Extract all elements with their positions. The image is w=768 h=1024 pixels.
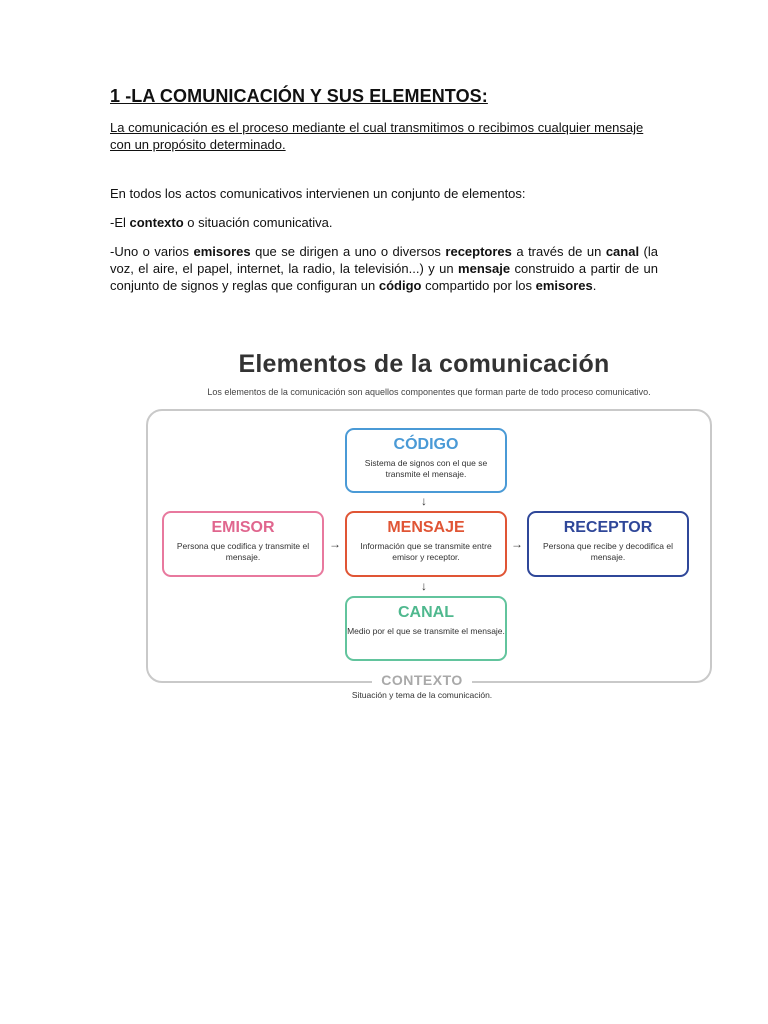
infographic-subtitle: Los elementos de la comunicación son aquellos componentes que forman parte de todo proceso comunicativo.: [207, 387, 651, 397]
receptor-description: Persona que recibe y decodifica el mensaje.: [543, 541, 673, 562]
contexto-description: Situación y tema de la comunicación.: [351, 690, 493, 700]
codigo-box: [345, 428, 507, 493]
mensaje-description: Información que se transmite entre emisor y receptor.: [360, 541, 492, 562]
emisor-box: [162, 511, 324, 577]
context-paragraph: [110, 214, 658, 231]
canal-description: Medio por el que se transmite el mensaje.: [347, 626, 505, 636]
bold-term: mensaje: [458, 261, 511, 276]
emisor-label: EMISOR: [211, 519, 275, 536]
text-span: construido a partir de un conjunto de signos y reglas que configuran un: [110, 261, 658, 293]
text-span: (la voz, el aire, el papel, internet, la radio, la televisión...) y un: [110, 244, 658, 276]
emisor-description: Persona que codifica y transmite el mensaje.: [176, 541, 310, 562]
bold-term: contexto: [129, 215, 184, 230]
receptor-box: [527, 511, 689, 577]
canal-box: [345, 596, 507, 661]
bold-term: emisores: [193, 244, 251, 259]
arrow-right-icon: →: [511, 537, 523, 551]
bold-term: código: [378, 278, 422, 293]
text-span: que se dirigen a uno o diversos: [250, 244, 446, 259]
infographic-title: Elementos de la comunicación: [238, 350, 610, 378]
text-span: compartido por los: [421, 278, 536, 293]
codigo-description: Sistema de signos con el que se transmite el mensaje.: [364, 458, 488, 479]
text-span: -El: [110, 215, 130, 230]
bold-term: receptores: [445, 244, 512, 259]
mensaje-label: MENSAJE: [387, 519, 465, 536]
document-body: [110, 86, 658, 294]
page-title: 1 -LA COMUNICACIÓN Y SUS ELEMENTOS:: [110, 86, 488, 106]
text-span: o situación comunicativa.: [183, 215, 333, 230]
elements-intro-paragraph: En todos los actos comunicativos intervienen un conjunto de elementos:: [110, 186, 526, 201]
arrow-down-icon: ↓: [421, 579, 427, 593]
bold-term: emisores: [535, 278, 593, 293]
codigo-label: CÓDIGO: [393, 436, 459, 453]
arrow-right-icon: →: [329, 537, 341, 551]
mensaje-box: [345, 511, 507, 577]
elements-paragraph: [110, 243, 658, 294]
receptor-label: RECEPTOR: [563, 519, 653, 536]
text-span: .: [592, 278, 597, 293]
contexto-label: CONTEXTO: [372, 672, 472, 688]
arrow-down-icon: ↓: [421, 494, 427, 508]
intro-paragraph: La comunicación es el proceso mediante el cual transmitimos o recibimos cualquier mensaje con un propósito determinado.: [110, 120, 644, 152]
canal-label: CANAL: [398, 604, 454, 621]
text-span: a través de un: [511, 244, 606, 259]
bold-term: canal: [605, 244, 640, 259]
text-span: -Uno o varios: [110, 244, 194, 259]
context-frame: [146, 409, 712, 683]
